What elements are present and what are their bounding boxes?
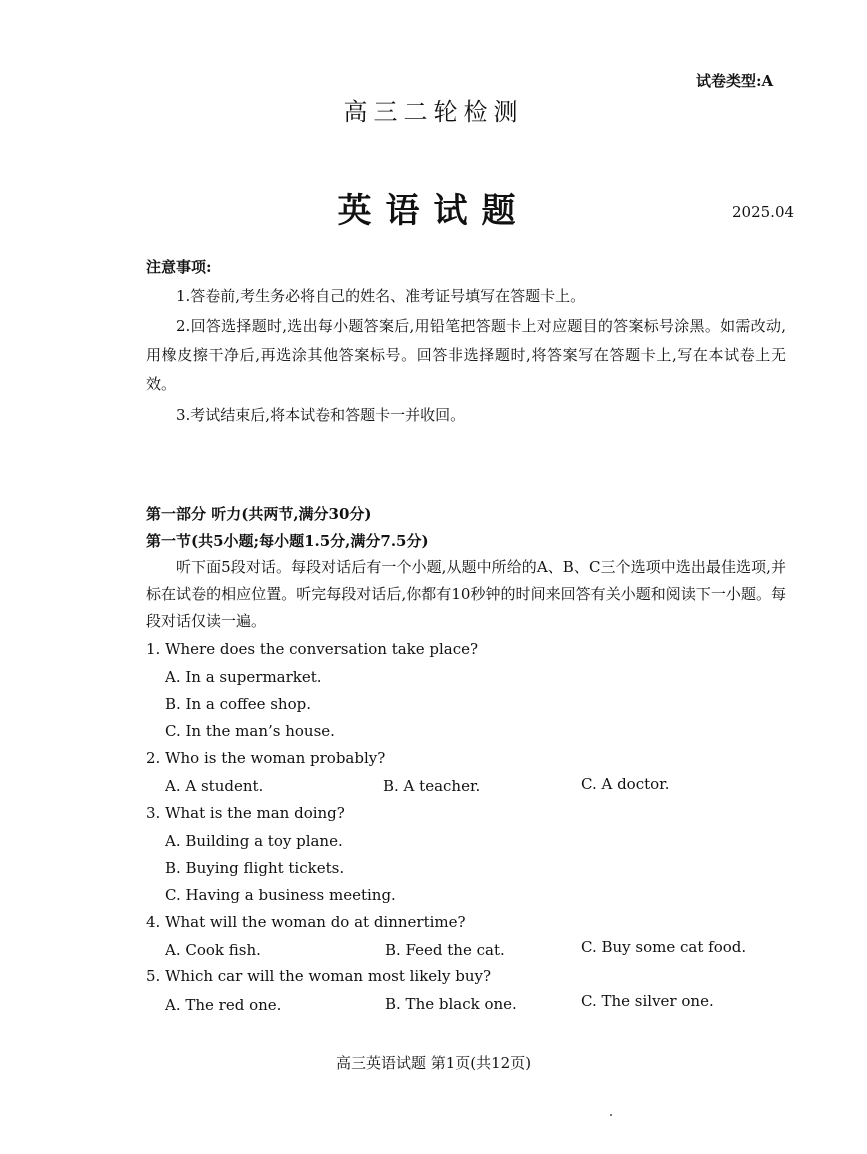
question-5-option-b: B. The black one.: [385, 995, 517, 1013]
section-heading: 第一节(共5小题;每小题1.5分,满分7.5分): [146, 532, 429, 550]
part-heading: 第一部分 听力(共两节,满分30分): [146, 505, 372, 523]
question-3-option-b: B. Buying flight tickets.: [165, 859, 345, 877]
note-item-3: 3.考试结束后,将本试卷和答题卡一并收回。: [176, 406, 466, 424]
question-5-option-a: A. The red one.: [165, 996, 282, 1014]
question-2-option-c: C. A doctor.: [581, 775, 670, 793]
exam-date: 2025.04: [732, 203, 795, 221]
question-3-option-a: A. Building a toy plane.: [165, 832, 343, 850]
question-2-stem: 2. Who is the woman probably?: [146, 749, 386, 767]
section-instruction: 听下面5段对话。每段对话后有一个小题,从题中所给的A、B、C三个选项中选出最佳选项,并标在试卷的相应位置。听完每段对话后,你都有10秒钟的时间来回答有关小题和阅读下一小题。每段对话仅读一遍。: [146, 558, 786, 630]
question-4-option-b: B. Feed the cat.: [385, 941, 505, 959]
question-5-stem: 5. Which car will the woman most likely buy?: [146, 967, 491, 985]
question-2-option-b: B. A teacher.: [383, 777, 481, 795]
question-1-option-c: C. In the man’s house.: [165, 722, 335, 740]
question-1-option-a: A. In a supermarket.: [165, 668, 322, 686]
scan-speck: [610, 1114, 612, 1116]
question-4-option-a: A. Cook fish.: [165, 941, 261, 959]
question-4-stem: 4. What will the woman do at dinnertime?: [146, 913, 466, 931]
question-1-option-b: B. In a coffee shop.: [165, 695, 311, 713]
notes-heading: 注意事项:: [146, 258, 212, 276]
note-item-2: 2.回答选择题时,选出每小题答案后,用铅笔把答题卡上对应题目的答案标号涂黑。如需改动,用橡皮擦干净后,再选涂其他答案标号。回答非选择题时,将答案写在答题卡上,写在本试卷上无效。: [146, 317, 786, 393]
paper-type-label: 试卷类型:A: [696, 72, 774, 90]
question-2-option-a: A. A student.: [165, 777, 264, 795]
page-title: 英语试题: [337, 191, 530, 231]
note-item-1: 1.答卷前,考生务必将自己的姓名、准考证号填写在答题卡上。: [176, 287, 586, 305]
question-3-option-c: C. Having a business meeting.: [165, 886, 396, 904]
page-footer: 高三英语试题 第1页(共12页): [335, 1054, 532, 1072]
header-title: 高三二轮检测: [343, 98, 524, 126]
question-5-option-c: C. The silver one.: [581, 992, 714, 1010]
question-4-option-c: C. Buy some cat food.: [581, 938, 747, 956]
question-3-stem: 3. What is the man doing?: [146, 804, 345, 822]
question-1-stem: 1. Where does the conversation take place?: [146, 640, 479, 658]
